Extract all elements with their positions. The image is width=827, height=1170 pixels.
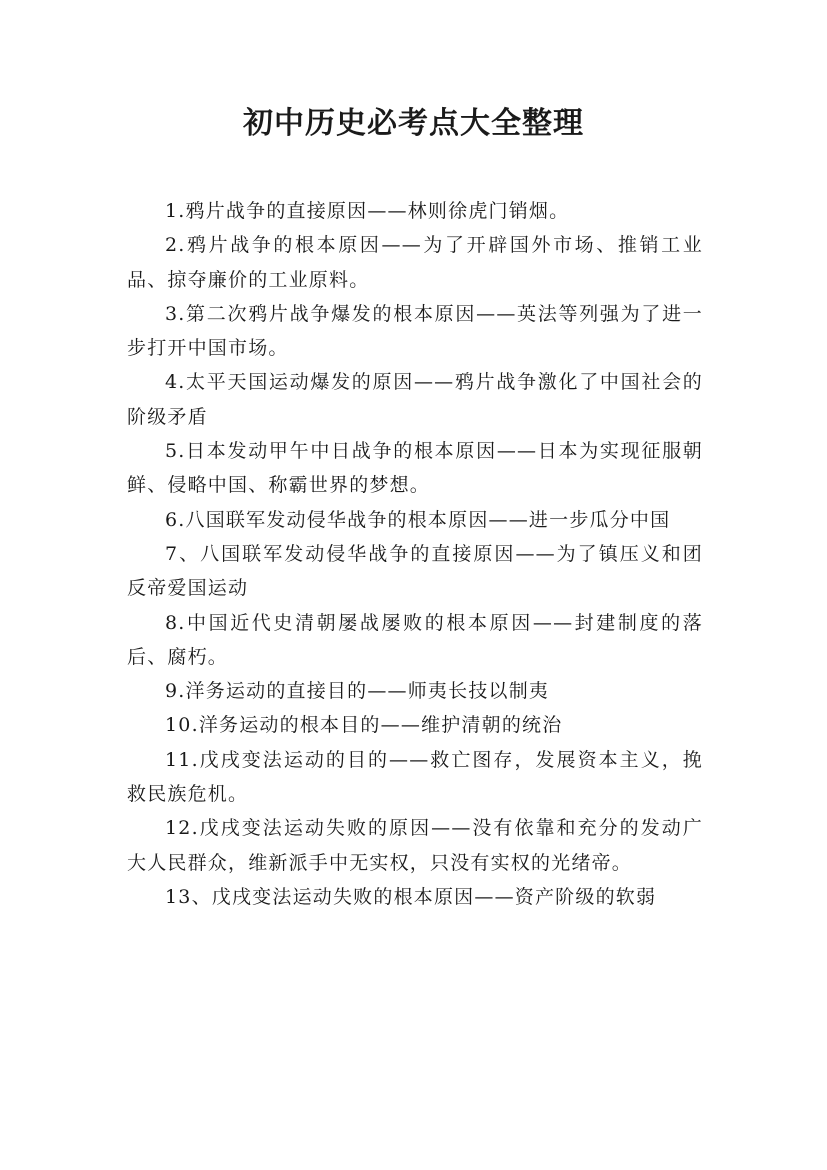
paragraph-9: 9.洋务运动的直接目的——师夷长技以制夷	[165, 680, 550, 703]
paragraph-8: 8.中国近代史清朝屡战屡败的根本原因——封建制度的落后、腐朽。	[127, 611, 703, 668]
document-title: 初中历史必考点大全整理	[243, 106, 584, 141]
paragraph-12: 12.戊戌变法运动失败的原因——没有依靠和充分的发动广大人民群众，维新派手中无实权，只没有实权的光绪帝。	[127, 817, 703, 874]
paragraph-4: 4.太平天国运动爆发的原因——鸦片战争激化了中国社会的阶级矛盾	[127, 371, 703, 428]
paragraph-6: 6.八国联军发动侵华战争的根本原因——进一步瓜分中国	[165, 508, 671, 531]
paragraph-1: 1.鸦片战争的直接原因——林则徐虎门销烟。	[165, 200, 570, 222]
paragraph-11: 11.戊戌变法运动的目的——救亡图存，发展资本主义，挽救民族危机。	[127, 748, 703, 806]
paragraph-7: 7、八国联军发动侵华战争的直接原因——为了镇压义和团反帝爱国运动	[127, 542, 703, 600]
document-body	[127, 194, 703, 914]
paragraph-2: 2.鸦片战争的根本原因——为了开辟国外市场、推销工业品、掠夺廉价的工业原料。	[127, 234, 703, 291]
paragraph-5: 5.日本发动甲午中日战争的根本原因——日本为实现征服朝鲜、侵略中国、称霸世界的梦想。	[127, 440, 703, 497]
paragraph-3: 3.第二次鸦片战争爆发的根本原因——英法等列强为了进一步打开中国市场。	[127, 302, 703, 360]
paragraph-13: 13、戊戌变法运动失败的根本原因——资产阶级的软弱	[165, 885, 657, 908]
paragraph-10: 10.洋务运动的根本目的——维护清朝的统治	[165, 714, 563, 737]
